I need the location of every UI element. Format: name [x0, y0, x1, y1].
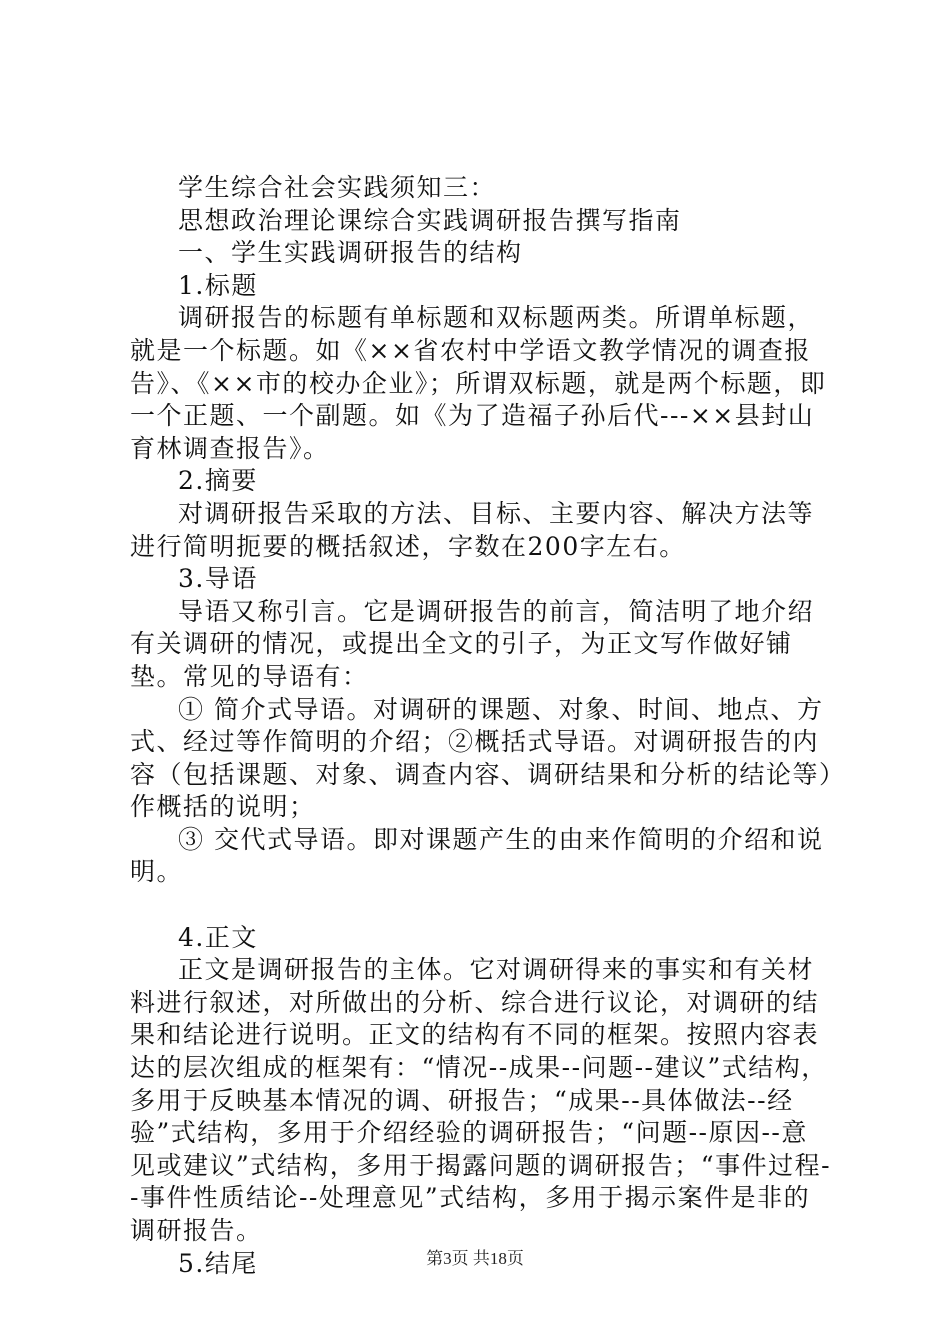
notice-heading: 学生综合社会实践须知三：	[178, 173, 497, 202]
paragraph-abstract: 对调研报告采取的方法、目标、主要内容、解决方法等进行简明扼要的概括叙述，字数在200字左右。	[130, 498, 815, 561]
guide-title: 思想政治理论课综合实践调研报告撰写指南	[178, 205, 682, 235]
blank-line	[130, 889, 834, 922]
subheading-body: 4.正文	[178, 922, 258, 952]
subheading-title: 1.标题	[178, 270, 258, 300]
paragraph-intro-explanatory: ③ 交代式导语。即对课题产生的由来作简明的介绍和说明。	[130, 824, 824, 887]
section-heading-structure: 一、学生实践调研报告的结构	[178, 238, 523, 268]
paragraph-title: 调研报告的标题有单标题和双标题两类。所谓单标题，就是一个标题。如《××省农村中学语文教学情况的调查报告》、《××市的校办企业》；所谓双标题，就是两个标题，即一个正题、一个副题。如《为了造福子孙后代---××县封山育林调查报告》。	[130, 303, 827, 463]
document-body	[130, 172, 834, 1280]
subheading-introduction: 3.导语	[178, 564, 258, 594]
paragraph-intro-types: ① 简介式导语。对调研的课题、对象、时间、地点、方式、经过等作简明的介绍；②概括式导语。对调研报告的内容（包括课题、对象、调查内容、调研结果和分析的结论等）作概括的说明；	[130, 694, 834, 822]
subheading-ending: 5.结尾	[178, 1248, 258, 1278]
subheading-abstract: 2.摘要	[178, 466, 258, 496]
page-number-footer: 第3页 共18页	[426, 1249, 524, 1268]
paragraph-body: 正文是调研报告的主体。它对调研得来的事实和有关材料进行叙述，对所做出的分析、综合进行议论，对调研的结果和结论进行说明。正文的结构有不同的框架。按照内容表达的层次组成的框架有：“情况--成果--问题--建议”式结构，多用于反映基本情况的调、研报告；“成果--具体做法--经验”式结构，多用于介绍经验的调研报告；“问题--原因--意见或建议”式结构，多用于揭露问题的调研报告；“事件过程--事件性质结论--处理意见”式结构，多用于揭示案件是非的调研报告。	[130, 955, 832, 1245]
paragraph-introduction: 导语又称引言。它是调研报告的前言，简洁明了地介绍有关调研的情况，或提出全文的引子，为正文写作做好铺垫。常见的导语有：	[130, 596, 815, 691]
